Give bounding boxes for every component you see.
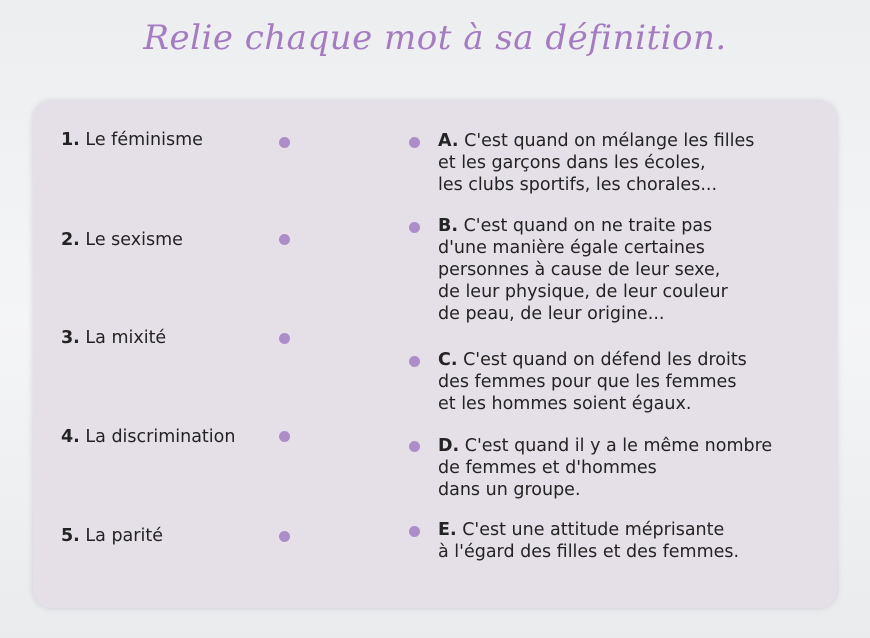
definition-line: de leur physique, de leur couleur (438, 282, 728, 302)
matching-exercise-card (33, 101, 837, 608)
term-number: 2. (61, 230, 80, 250)
definition-line: personnes à cause de leur sexe, (438, 260, 721, 280)
definition-line: les clubs sportifs, les chorales... (438, 175, 718, 195)
term-label: Le sexisme (85, 230, 183, 250)
term-3-connector-dot[interactable] (279, 333, 290, 344)
definition-line: des femmes pour que les femmes (438, 372, 737, 392)
term-item-5 (61, 526, 163, 546)
definition-item-a (438, 130, 754, 196)
term-item-4 (61, 427, 235, 447)
term-4-connector-dot[interactable] (279, 431, 290, 442)
term-item-2 (61, 230, 183, 250)
page-title: Relie chaque mot à sa définition. (143, 18, 727, 58)
definition-line: dans un groupe. (438, 480, 581, 500)
definition-e-connector-dot[interactable] (409, 526, 420, 537)
definition-c-connector-dot[interactable] (409, 356, 420, 367)
term-number: 4. (61, 427, 80, 447)
definition-line: et les garçons dans les écoles, (438, 153, 706, 173)
definition-line: de peau, de leur origine... (438, 304, 665, 324)
definition-line: de femmes et d'hommes (438, 458, 657, 478)
definition-a-connector-dot[interactable] (409, 137, 420, 148)
term-number: 3. (61, 328, 80, 348)
definition-line: à l'égard des filles et des femmes. (438, 542, 740, 562)
term-label: Le féminisme (85, 130, 203, 150)
definition-line: C'est quand on mélange les filles (464, 131, 755, 151)
definition-letter: D. (438, 436, 460, 456)
term-label: La mixité (85, 328, 167, 348)
term-label: La discrimination (85, 427, 236, 447)
definition-letter: B. (438, 216, 458, 236)
definition-b-connector-dot[interactable] (409, 222, 420, 233)
term-item-1 (61, 130, 203, 150)
definition-item-c (438, 349, 747, 415)
term-label: La parité (85, 526, 163, 546)
term-1-connector-dot[interactable] (279, 137, 290, 148)
term-item-3 (61, 328, 166, 348)
definition-letter: C. (438, 350, 458, 370)
definition-item-b (438, 215, 728, 325)
definition-line: C'est quand on ne traite pas (463, 216, 713, 236)
definition-line: C'est quand il y a le même nombre (464, 436, 773, 456)
definition-letter: A. (438, 131, 459, 151)
definition-line: et les hommes soient égaux. (438, 394, 692, 414)
definition-letter: E. (438, 520, 457, 540)
term-2-connector-dot[interactable] (279, 234, 290, 245)
definition-line: C'est une attitude méprisante (462, 520, 725, 540)
term-5-connector-dot[interactable] (279, 531, 290, 542)
definition-item-d (438, 435, 772, 501)
definition-item-e (438, 519, 739, 563)
term-number: 5. (61, 526, 80, 546)
definition-line: d'une manière égale certaines (438, 238, 705, 258)
definition-d-connector-dot[interactable] (409, 441, 420, 452)
definition-line: C'est quand on défend les droits (463, 350, 747, 370)
term-number: 1. (61, 130, 80, 150)
